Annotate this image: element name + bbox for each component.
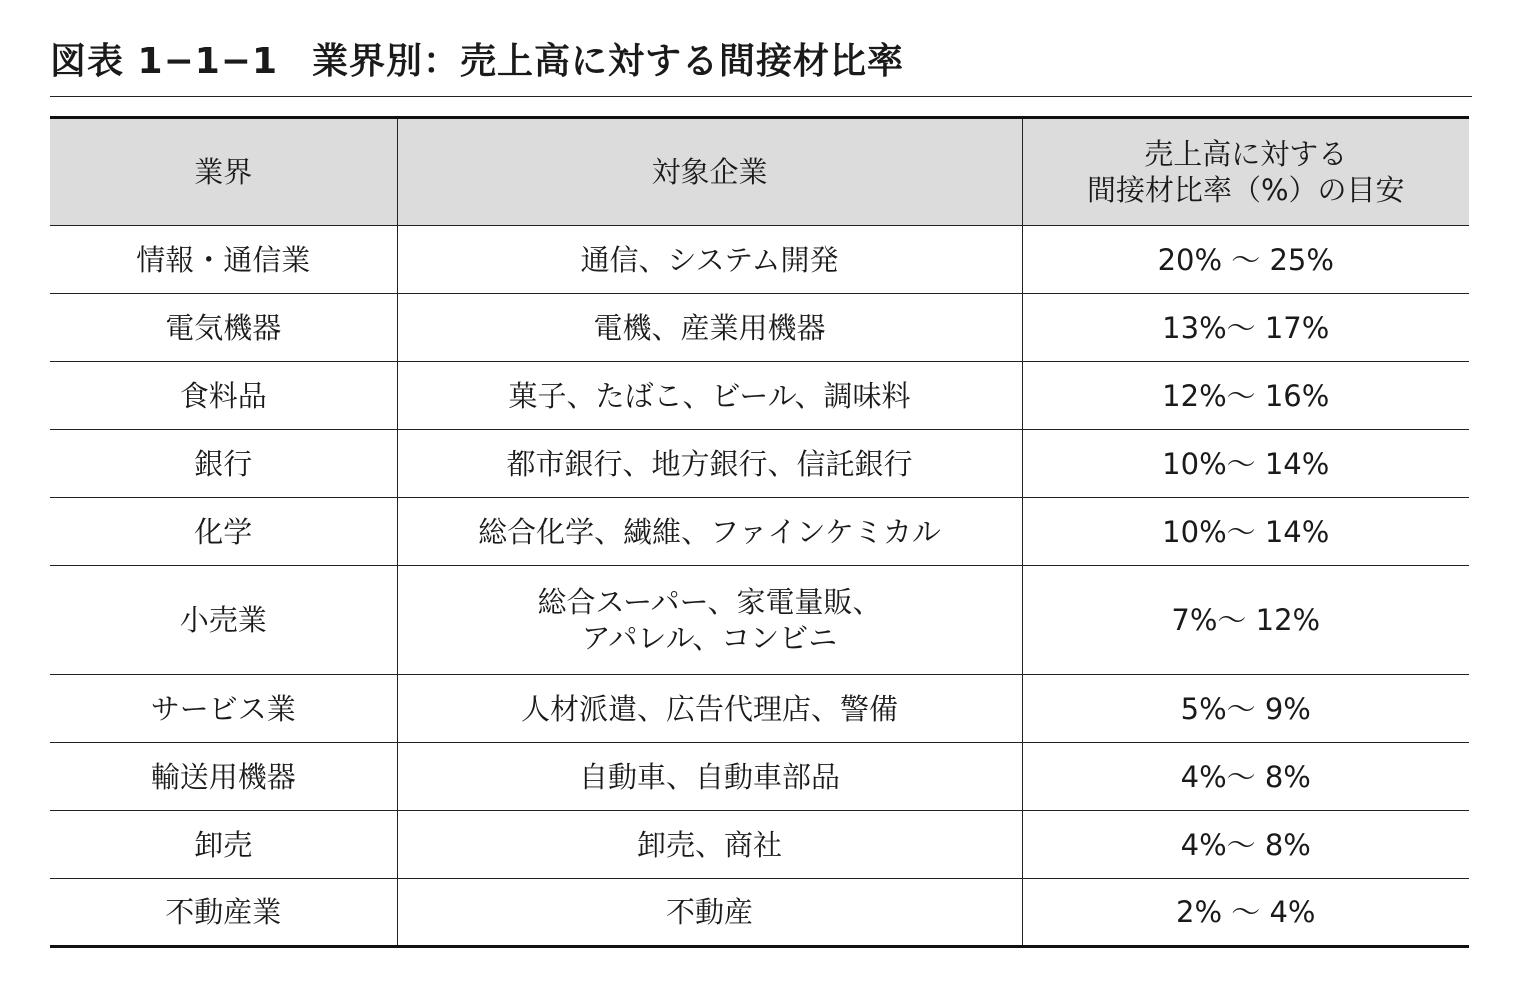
cell-ratio: 13%〜 17%: [1022, 294, 1469, 362]
cell-companies: [397, 566, 1022, 675]
cell-ratio: 4%〜 8%: [1022, 743, 1469, 811]
figure-title: [50, 38, 904, 86]
table-header-row: [50, 118, 1469, 226]
cell-ratio: 7%〜 12%: [1022, 566, 1469, 675]
cell-companies: 人材派遣、広告代理店、警備: [397, 675, 1022, 743]
cell-industry: 小売業: [50, 566, 397, 675]
cell-industry: 食料品: [50, 362, 397, 430]
cell-companies: 総合化学、繊維、ファインケミカル: [397, 498, 1022, 566]
cell-companies-line2: アパレル、コンビニ: [581, 621, 838, 655]
table-row: [50, 566, 1469, 675]
cell-companies: 自動車、自動車部品: [397, 743, 1022, 811]
header-ratio-line1: 売上高に対する: [1144, 137, 1348, 171]
table-row: [50, 675, 1469, 743]
header-industry: 業界: [50, 118, 397, 226]
table-row: [50, 362, 1469, 430]
cell-industry: 輸送用機器: [50, 743, 397, 811]
cell-ratio: 10%〜 14%: [1022, 430, 1469, 498]
cell-ratio: 20% 〜 25%: [1022, 226, 1469, 294]
table-row: [50, 294, 1469, 362]
title-divider: [50, 96, 1472, 97]
cell-companies: 通信、システム開発: [397, 226, 1022, 294]
cell-industry: 不動産業: [165, 895, 282, 929]
cell-ratio: 10%〜 14%: [1022, 498, 1469, 566]
cell-industry: 銀行: [50, 430, 397, 498]
cell-industry: 情報・通信業: [50, 226, 397, 294]
table-row: [50, 498, 1469, 566]
industry-ratio-table: [50, 116, 1469, 948]
table-row: [50, 430, 1469, 498]
table-row: [50, 811, 1469, 879]
cell-companies: 不動産: [397, 879, 1022, 947]
cell-industry: 化学: [50, 498, 397, 566]
cell-companies: 卸売、商社: [397, 811, 1022, 879]
cell-industry: 電気機器: [50, 294, 397, 362]
table-row: [50, 743, 1469, 811]
cell-ratio: 12%〜 16%: [1022, 362, 1469, 430]
header-ratio-line2: 間接材比率（%）の目安: [1086, 173, 1405, 207]
cell-companies: 電機、産業用機器: [397, 294, 1022, 362]
cell-companies: 菓子、たばこ、ビール、調味料: [397, 362, 1022, 430]
cell-industry: サービス業: [50, 675, 397, 743]
table-row: [50, 879, 1469, 947]
header-ratio: [1022, 118, 1469, 226]
figure-label: 図表 1−1−1: [50, 41, 279, 82]
table-row: [50, 226, 1469, 294]
cell-industry: 卸売: [50, 811, 397, 879]
cell-ratio: 4%〜 8%: [1022, 811, 1469, 879]
cell-companies: 都市銀行、地方銀行、信託銀行: [397, 430, 1022, 498]
figure-caption: 業界別：売上高に対する間接材比率: [312, 41, 905, 82]
cell-companies-line1: 総合スーパー、家電量販、: [537, 585, 882, 619]
cell-ratio: 5%〜 9%: [1022, 675, 1469, 743]
cell-ratio: 2% 〜 4%: [1022, 879, 1469, 947]
header-companies: 対象企業: [397, 118, 1022, 226]
